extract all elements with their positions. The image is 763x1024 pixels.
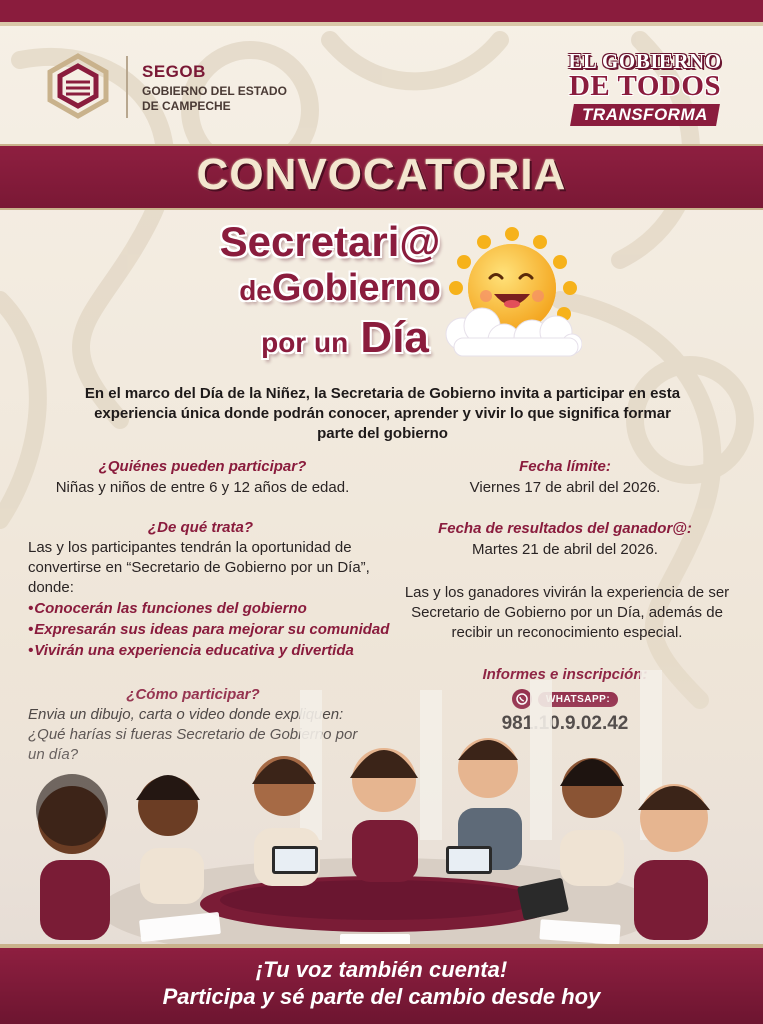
what-heading: ¿De qué trata?	[147, 519, 253, 536]
brand-line2: DE TODOS	[568, 70, 722, 102]
who-section	[30, 458, 375, 498]
org-title: SEGOB	[142, 62, 206, 81]
top-accent-line	[0, 22, 763, 26]
who-text: Niñas y niños de entre 6 y 12 años de edad.	[55, 479, 350, 496]
top-bar	[0, 0, 763, 22]
results-section	[400, 520, 730, 560]
brand-badge	[570, 104, 720, 126]
children-meeting-illustration	[0, 660, 763, 948]
segob-wordmark	[142, 62, 287, 114]
banner-bottom-edge	[0, 208, 763, 210]
footer-line1: ¡Tu voz también cuenta!	[255, 957, 508, 982]
bullet-item: • Vivirán una experiencia educativa y divertida	[28, 640, 373, 661]
results-text: Martes 21 de abril del 2026.	[472, 541, 658, 558]
main-title-line3-small: por un	[261, 327, 349, 358]
results-heading: Fecha de resultados del ganador@:	[438, 520, 692, 537]
main-title-line1: Secretari@	[219, 218, 441, 265]
government-brand-logo	[560, 50, 730, 126]
segob-logo-icon	[44, 52, 112, 120]
banner-title: CONVOCATORIA	[196, 150, 567, 199]
org-subtitle-line1: GOBIERNO DEL ESTADO	[142, 84, 287, 98]
main-title-line3-big: Día	[360, 313, 429, 362]
intro-paragraph: En el marco del Día de la Niñez, la Secretaria de Gobierno invita a participar en esta experiencia única donde podrán conocer, aprender y vivir lo que significa formar parte del gobierno	[84, 385, 681, 442]
brand-line1: EL GOBIERNO	[568, 49, 722, 73]
main-title-line2-big: Gobierno	[271, 267, 441, 309]
bullet-item: • Expresarán sus ideas para mejorar su comunidad	[28, 619, 373, 640]
logo-divider	[126, 56, 128, 118]
org-subtitle-line2: DE CAMPECHE	[142, 99, 231, 113]
deadline-text: Viernes 17 de abril del 2026.	[469, 479, 661, 496]
sun-icon	[432, 222, 582, 372]
main-title-line2-small: de	[239, 275, 272, 306]
winners-section	[402, 583, 732, 643]
footer-slogan	[0, 956, 763, 1010]
what-text: Las y los participantes tendrán la oportunidad de convertirse en “Secretario de Gobierno por un Día”, donde:	[28, 539, 370, 596]
deadline-section	[400, 458, 730, 498]
brand-line3: TRANSFORMA	[582, 105, 708, 124]
what-section	[28, 519, 390, 661]
footer-line2: Participa y sé parte del cambio desde hoy	[162, 984, 601, 1009]
who-heading: ¿Quiénes pueden participar?	[98, 458, 307, 475]
deadline-heading: Fecha límite:	[519, 458, 611, 475]
bullet-item: • Conocerán las funciones del gobierno	[28, 598, 373, 619]
winners-text: Las y los ganadores vivirán la experiencia de ser Secretario de Gobierno por un Día, además de recibir un reconocimiento especial.	[404, 584, 730, 641]
